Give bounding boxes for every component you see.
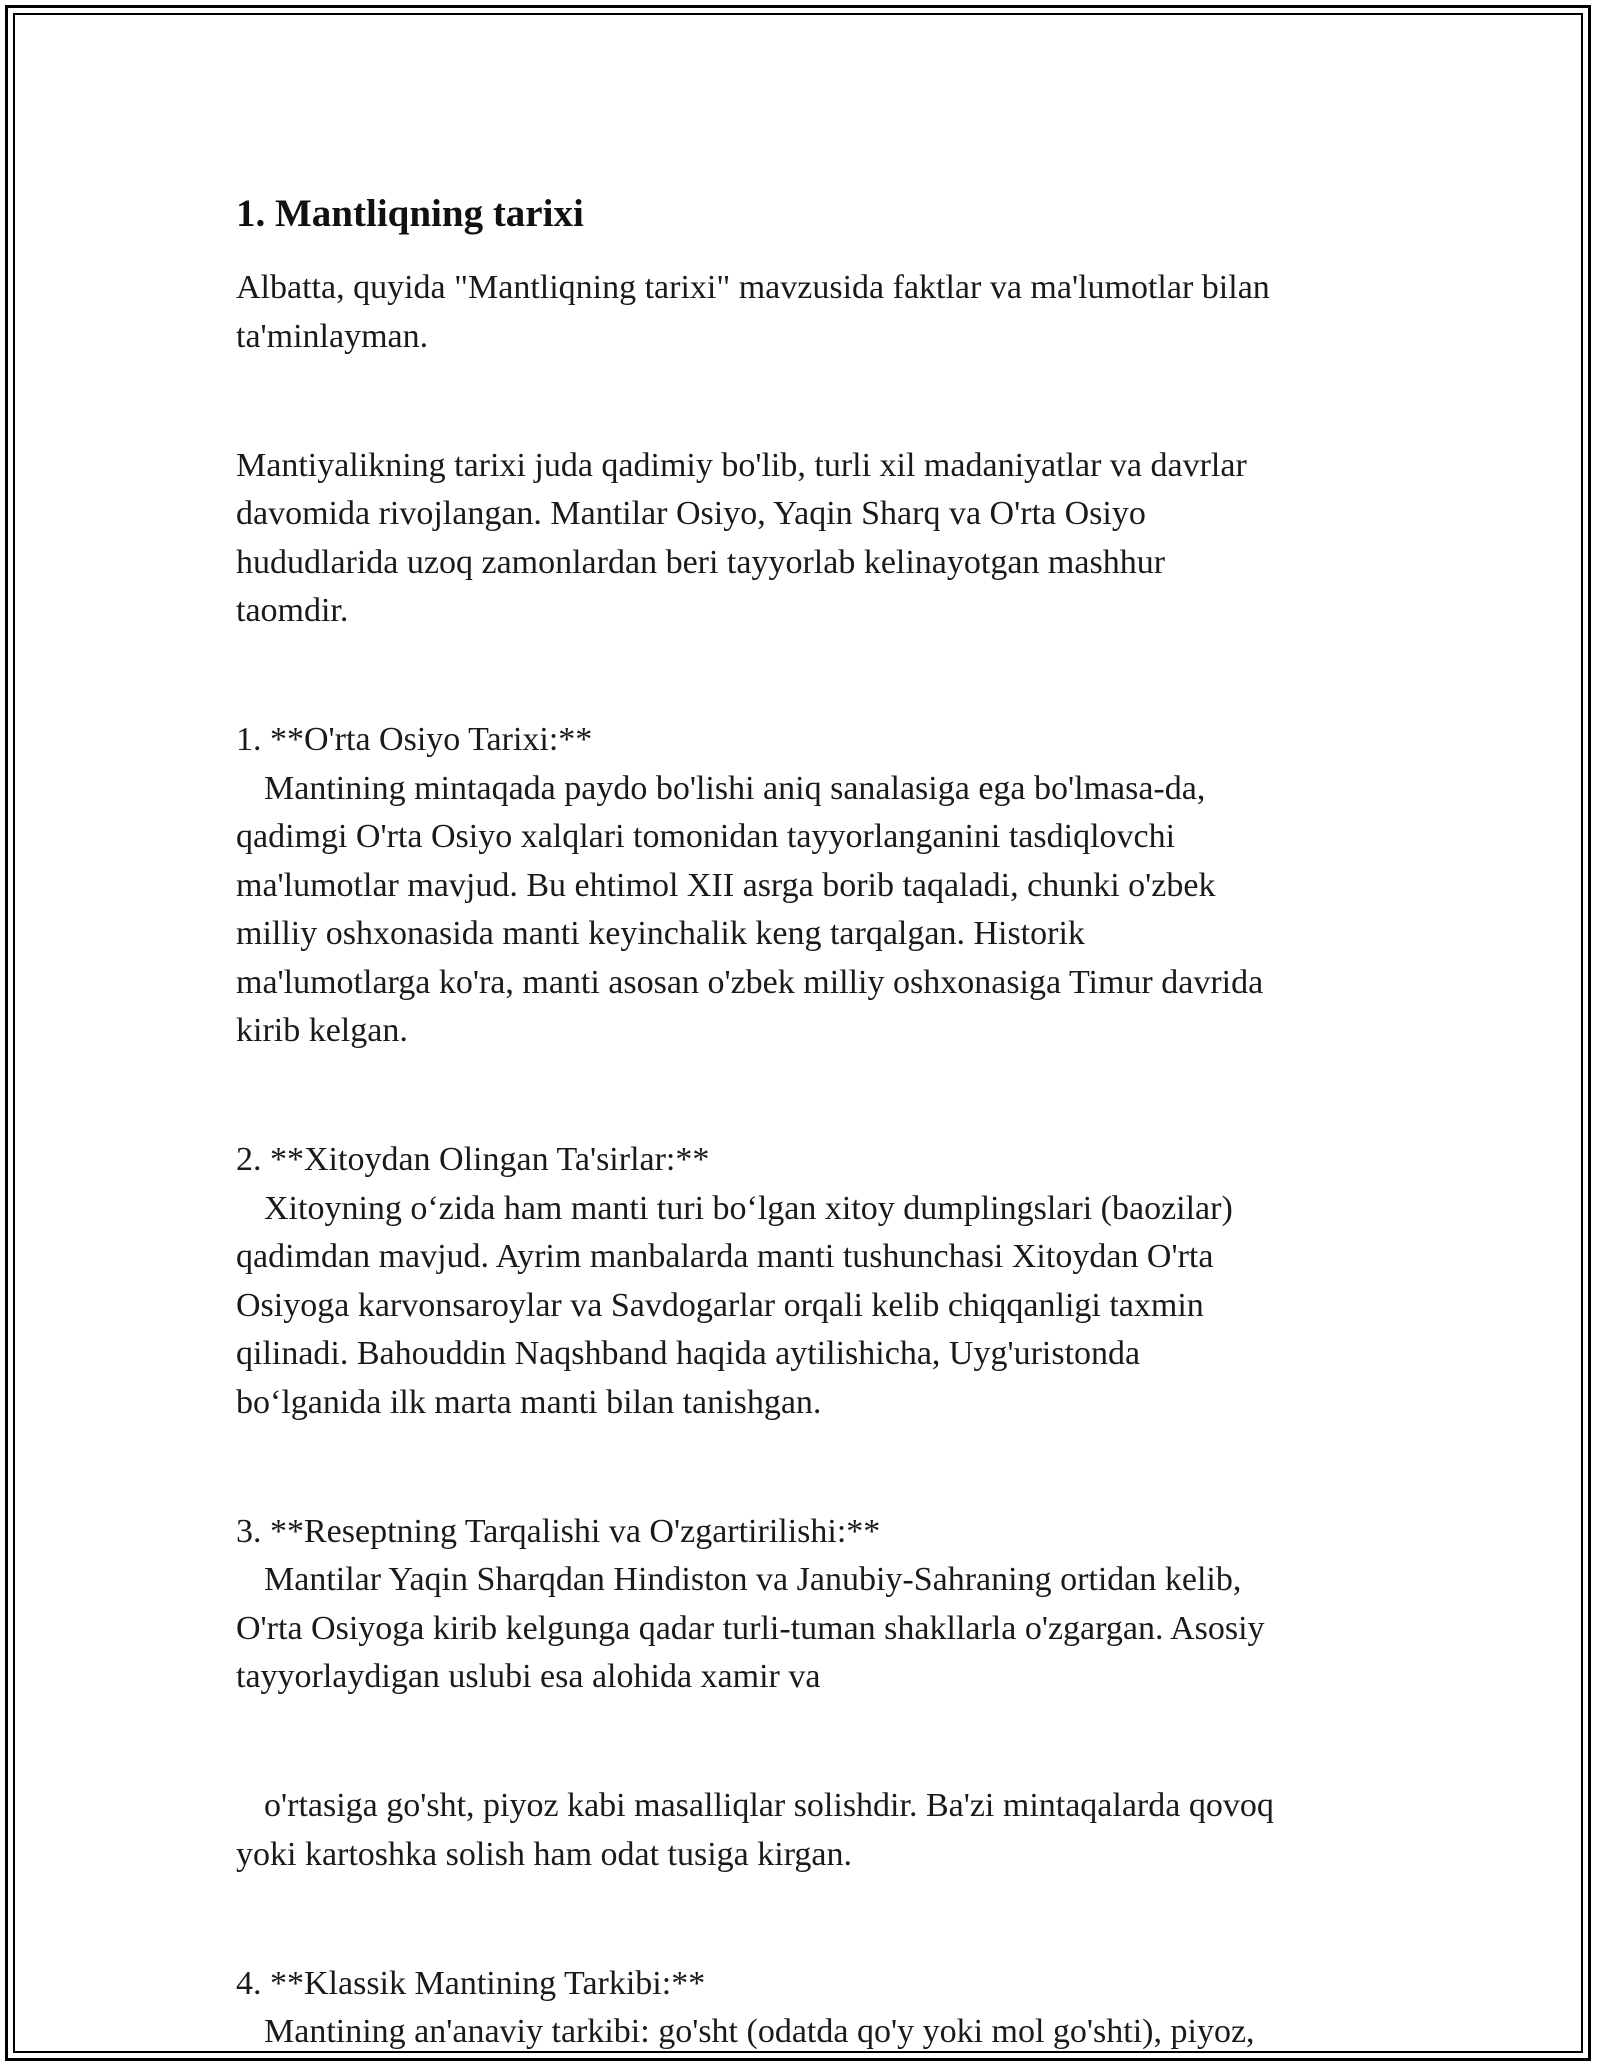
paragraph-gap (236, 1072, 1366, 1121)
text-line: qilinadi. Bahouddin Naqshband haqida aytilishicha, Uyg'uristonda (236, 1335, 1141, 1372)
text-line: bo‘lganida ilk marta manti bilan tanishgan. (236, 1383, 822, 1421)
text-line: Mantining an'anaviy tarkibi: go'sht (odatda qo'y yoki mol go'shti), piyoz, (264, 2013, 1255, 2050)
paragraph-gap (236, 1718, 1366, 1767)
text-line: ma'lumotlarga ko'ra, manti asosan o'zbek milliy oshxonasiga Timur davrida (236, 963, 1264, 1001)
text-line: 3. **Reseptning Tarqalishi va O'zgartirilishi:** (236, 1512, 881, 1550)
paragraph-gap (236, 377, 1366, 426)
text-line: 1. **O'rta Osiyo Tarixi:** (236, 721, 593, 758)
text-line: Mantilar Yaqin Sharqdan Hindiston va Janubiy-Sahraning ortidan kelib, (264, 1561, 1242, 1598)
text-line: hududlarida uzoq zamonlardan beri tayyorlab kelinayotgan mashhur (236, 543, 1166, 581)
text-line: Albatta, quyida "Mantliqning tarixi" mavzusida faktlar va ma'lumotlar bilan (236, 269, 1270, 306)
text-line: qadimdan mavjud. Ayrim manbalarda manti tushunchasi Xitoydan O'rta (236, 1238, 1214, 1275)
text-line: ma'lumotlar mavjud. Bu ehtimol XII asrga borib taqaladi, chunki o'zbek (236, 866, 1216, 904)
text-line: o'rtasiga go'sht, piyoz kabi masalliqlar solishdir. Ba'zi mintaqalarda qovoq (264, 1787, 1274, 1824)
text-line: taomdir. (236, 592, 349, 629)
text-line: yoki kartoshka solish ham odat tusiga kirgan. (236, 1835, 853, 1873)
text-line: kirib kelgan. (236, 1012, 408, 1049)
document-body (236, 186, 1366, 2057)
document-text (236, 264, 1366, 2057)
paragraph-gap (236, 1895, 1366, 1944)
text-line: 2. **Xitoydan Olingan Ta'sirlar:** (236, 1141, 710, 1178)
paragraph-gap (236, 652, 1366, 701)
text-line: Osiyoga karvonsaroylar va Savdogarlar orqali kelib chiqqanligi taxmin (236, 1286, 1204, 1324)
text-line: qadimgi O'rta Osiyo xalqlari tomonidan tayyorlanganini tasdiqlovchi (236, 818, 1176, 855)
text-line: tayyorlaydigan uslubi esa alohida xamir va (236, 1658, 821, 1695)
document-title: 1. Mantliqning tarixi (236, 192, 584, 235)
text-line: 4. **Klassik Mantining Tarkibi:** (236, 1964, 706, 2002)
text-line: ta'minlayman. (236, 317, 429, 355)
paragraph-gap (236, 1443, 1366, 1492)
text-line: O'rta Osiyoga kirib kelgunga qadar turli-tuman shakllarla o'zgargan. Asosiy (236, 1609, 1265, 1647)
text-line: milliy oshxonasida manti keyinchalik keng tarqalgan. Historik (236, 915, 1085, 952)
text-line: Mantiyalikning tarixi juda qadimiy bo'lib, turli xil madaniyatlar va davrlar (236, 446, 1247, 484)
text-line: davomida rivojlangan. Mantilar Osiyo, Yaqin Sharq va O'rta Osiyo (236, 495, 1146, 532)
text-line: Xitoyning o‘zida ham manti turi bo‘lgan xitoy dumplingslari (baozilar) (264, 1189, 1233, 1227)
text-line: Mantining mintaqada paydo bo'lishi aniq sanalasiga ega bo'lmasa-da, (264, 769, 1206, 807)
